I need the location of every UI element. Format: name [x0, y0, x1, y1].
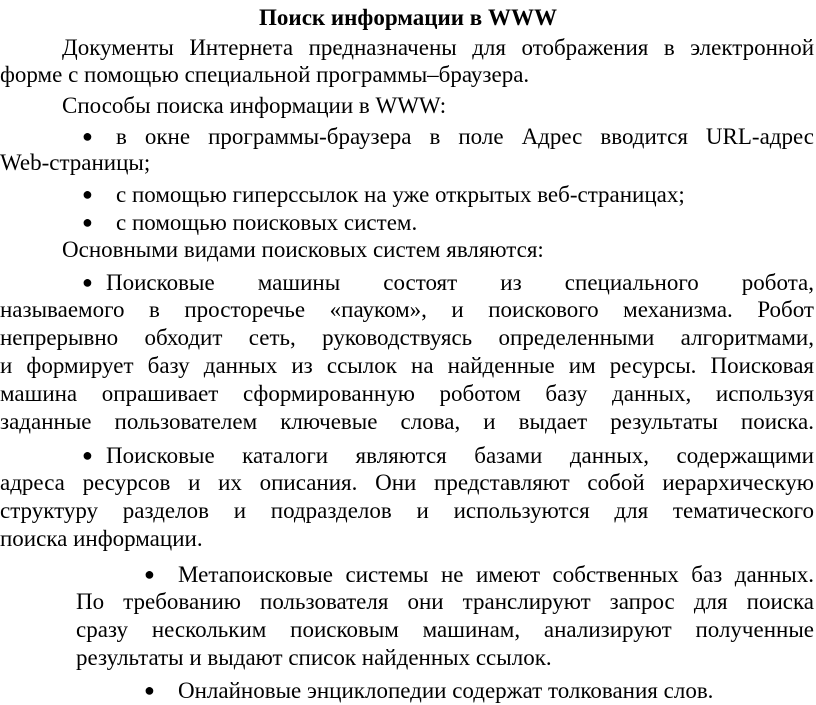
method-item-1-line1: ● в окне программы-браузера в поле Адрес вводится URL-адрес [82, 124, 814, 149]
search-engines-line4: и формирует базу данных из ссылок на найденные им ресурсы. Поисковая [0, 353, 814, 378]
bullet-icon: ● [82, 126, 93, 146]
para1-line1: Документы Интернета предназначены для отображения в электронной [62, 35, 814, 60]
search-engines-line6: заданные пользователем ключевые слова, и выдает результаты поиска. [0, 409, 814, 434]
catalogs-line2: адреса ресурсов и их описания. Они представляют собой иерархическую [0, 470, 814, 495]
bullet-icon: ● [82, 272, 93, 292]
method-item-3: ● с помощью поисковых систем. [82, 210, 418, 235]
para1-line2: форме с помощью специальной программы–браузера. [0, 62, 530, 87]
method-item-1-line2: Web-страницы; [0, 150, 151, 175]
bullet-icon: ● [144, 680, 155, 700]
bullet-icon: ● [82, 184, 93, 204]
metasearch-line4: результаты и выдают список найденных ссылок. [76, 645, 552, 670]
document-title: Поиск информации в WWW [259, 5, 557, 30]
bullet-icon: ● [82, 212, 93, 232]
search-engines-line3: непрерывно обходит сеть, руководствуясь определенными алгоритмами, [0, 325, 814, 350]
search-engines-line1: ● Поисковые машины состоят из специального робота, [82, 270, 814, 295]
para2-text: Способы поиска информации в WWW: [62, 93, 447, 118]
encyclopedias-line1: ● Онлайновые энциклопедии содержат толкования слов. [144, 678, 714, 703]
metasearch-line3: сразу нескольким поисковым машинам, анализируют полученные [76, 617, 814, 642]
method-item-2: ● с помощью гиперссылок на уже открытых веб-страницах; [82, 182, 685, 207]
bullet-icon: ● [82, 445, 93, 465]
search-engines-line2: называемого в просторечье «пауком», и поискового механизма. Робот [0, 297, 814, 322]
para3-text: Основными видами поисковых систем являются: [62, 237, 544, 262]
bullet-icon: ● [144, 564, 155, 584]
metasearch-line1: ● Метапоисковые системы не имеют собственных баз данных. [144, 562, 814, 587]
catalogs-line4: поиска информации. [0, 526, 203, 551]
catalogs-line1: ● Поисковые каталоги являются базами данных, содержащими [82, 443, 814, 468]
catalogs-line3: структуру разделов и подразделов и используются для тематического [0, 498, 814, 523]
metasearch-line2: По требованию пользователя они транслируют запрос для поиска [76, 589, 814, 614]
search-engines-line5: машина опрашивает сформированную роботом базу данных, используя [0, 381, 814, 406]
